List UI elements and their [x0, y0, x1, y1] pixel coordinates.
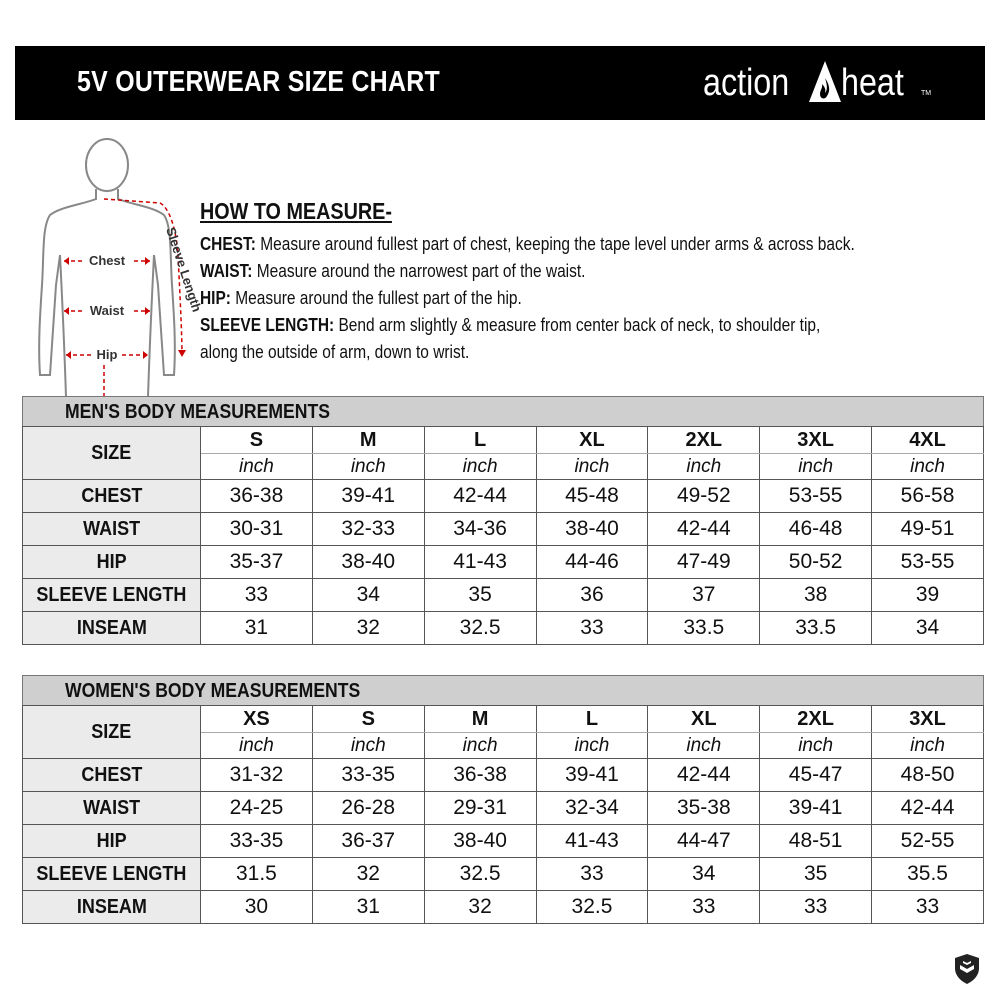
measurement-cell: 37: [648, 579, 760, 612]
size-col: L: [536, 706, 648, 733]
unit-cell: inch: [312, 454, 424, 480]
measurement-cell: 41-43: [424, 546, 536, 579]
size-header: [23, 427, 201, 480]
men-measurements-table: [22, 396, 984, 645]
measurement-cell: 34-36: [424, 513, 536, 546]
measurement-cell: 35: [424, 579, 536, 612]
size-col: XS: [201, 706, 313, 733]
measurement-cell: 49-51: [872, 513, 984, 546]
measurement-cell: 24-25: [201, 792, 313, 825]
measurement-cell: 33.5: [648, 612, 760, 645]
measurement-cell: 29-31: [424, 792, 536, 825]
measurement-cell: 32.5: [424, 612, 536, 645]
measurement-cell: 31: [312, 891, 424, 924]
row-label: [23, 891, 201, 924]
brand-logo: [703, 60, 953, 108]
row-label: [23, 858, 201, 891]
measurement-cell: 33-35: [201, 825, 313, 858]
chest-instruction: [200, 231, 879, 258]
measurement-cell: 26-28: [312, 792, 424, 825]
measurement-cell: 34: [648, 858, 760, 891]
measurement-cell: 35.5: [872, 858, 984, 891]
table-row: [23, 546, 984, 579]
row-label-text: CHEST: [80, 484, 143, 507]
men-table: [22, 426, 984, 645]
row-label: [23, 792, 201, 825]
table-row: [23, 513, 984, 546]
waist-label: Waist: [89, 303, 125, 318]
table-row: [23, 579, 984, 612]
measurement-cell: 32-33: [312, 513, 424, 546]
measurement-cell: 56-58: [872, 480, 984, 513]
women-table-title-text: WOMEN'S BODY MEASUREMENTS: [65, 680, 361, 702]
shield-icon: [954, 953, 980, 985]
sleeve-length-label: Sleeve Length: [163, 225, 205, 314]
row-label: [23, 759, 201, 792]
chest-label: Chest: [88, 253, 126, 268]
measurement-cell: 52-55: [872, 825, 984, 858]
size-col: 4XL: [872, 427, 984, 454]
sleeve-instruction: [200, 312, 879, 339]
measurement-cell: 33: [760, 891, 872, 924]
hip-instruction: [200, 285, 879, 312]
row-label: [23, 546, 201, 579]
measurement-cell: 33: [536, 612, 648, 645]
sleeve-term: SLEEVE LENGTH:: [200, 315, 335, 335]
size-col: 3XL: [760, 427, 872, 454]
measurement-cell: 49-52: [648, 480, 760, 513]
measurement-cell: 32.5: [424, 858, 536, 891]
unit-cell: inch: [424, 733, 536, 759]
hip-text: Measure around the fullest part of the hip.: [230, 288, 522, 308]
sleeve-instruction-cont: along the outside of arm, down to wrist.: [200, 342, 470, 362]
men-table-title-text: MEN'S BODY MEASUREMENTS: [65, 401, 330, 423]
size-col: S: [312, 706, 424, 733]
size-col: M: [312, 427, 424, 454]
measurement-cell: 41-43: [536, 825, 648, 858]
row-label: [23, 612, 201, 645]
logo-text-action: action: [703, 62, 790, 104]
waist-text: Measure around the narrowest part of the waist.: [252, 261, 586, 281]
size-header-text: SIZE: [91, 441, 132, 464]
size-header-text: SIZE: [91, 720, 132, 743]
row-label-text: WAIST: [82, 796, 141, 819]
row-label: [23, 579, 201, 612]
unit-cell: inch: [536, 733, 648, 759]
measurement-cell: 32: [312, 858, 424, 891]
measurement-cell: 39-41: [760, 792, 872, 825]
how-to-measure: [200, 198, 990, 366]
measurement-cell: 53-55: [872, 546, 984, 579]
measurement-cell: 44-46: [536, 546, 648, 579]
table-row: [23, 480, 984, 513]
row-label-text: SLEEVE LENGTH: [36, 862, 187, 885]
hip-term: HIP:: [200, 288, 231, 308]
measurement-cell: 33-35: [312, 759, 424, 792]
table-row: [23, 759, 984, 792]
unit-cell: inch: [872, 733, 984, 759]
unit-cell: inch: [648, 733, 760, 759]
how-to-measure-heading: HOW TO MEASURE-: [200, 198, 392, 224]
unit-cell: inch: [760, 733, 872, 759]
row-label-text: WAIST: [82, 517, 141, 540]
measurement-cell: 31: [201, 612, 313, 645]
unit-cell: inch: [201, 733, 313, 759]
measurement-cell: 48-50: [872, 759, 984, 792]
measurement-cell: 35-38: [648, 792, 760, 825]
size-col: 3XL: [872, 706, 984, 733]
row-label-text: SLEEVE LENGTH: [36, 583, 187, 606]
measurement-cell: 39-41: [536, 759, 648, 792]
measurement-cell: 31.5: [201, 858, 313, 891]
measurement-cell: 33.5: [760, 612, 872, 645]
table-row: [23, 792, 984, 825]
measurement-cell: 45-48: [536, 480, 648, 513]
unit-cell: inch: [536, 454, 648, 480]
measurement-cell: 53-55: [760, 480, 872, 513]
measurement-cell: 39-41: [312, 480, 424, 513]
row-label-text: INSEAM: [76, 895, 147, 918]
measurement-cell: 32: [424, 891, 536, 924]
flame-icon: [807, 60, 843, 104]
measurement-cell: 44-47: [648, 825, 760, 858]
size-col: M: [424, 706, 536, 733]
body-silhouette-icon: [20, 135, 205, 397]
measurement-cell: 47-49: [648, 546, 760, 579]
measurement-cell: 42-44: [648, 513, 760, 546]
row-label-text: INSEAM: [76, 616, 147, 639]
trademark-mark: TM: [921, 90, 932, 97]
page-title: 5V OUTERWEAR SIZE CHART: [77, 66, 440, 98]
measurement-cell: 34: [312, 579, 424, 612]
unit-cell: inch: [424, 454, 536, 480]
unit-cell: inch: [648, 454, 760, 480]
measurement-cell: 33: [201, 579, 313, 612]
measurement-cell: 36: [536, 579, 648, 612]
waist-term: WAIST:: [200, 261, 253, 281]
measurement-cell: 38-40: [424, 825, 536, 858]
row-label-text: HIP: [96, 550, 127, 573]
table-row: [23, 612, 984, 645]
measurement-cell: 38: [760, 579, 872, 612]
size-col: S: [201, 427, 313, 454]
men-table-body: [23, 480, 984, 645]
women-table-title: [22, 675, 984, 705]
measurement-cell: 45-47: [760, 759, 872, 792]
measurement-cell: 36-37: [312, 825, 424, 858]
measurement-cell: 33: [872, 891, 984, 924]
measurement-cell: 32-34: [536, 792, 648, 825]
size-header: [23, 706, 201, 759]
header-banner: [15, 46, 985, 120]
unit-cell: inch: [760, 454, 872, 480]
measurement-cell: 39: [872, 579, 984, 612]
measurement-cell: 30: [201, 891, 313, 924]
unit-cell: inch: [312, 733, 424, 759]
row-label: [23, 825, 201, 858]
measurement-cell: 46-48: [760, 513, 872, 546]
measurement-cell: 31-32: [201, 759, 313, 792]
women-measurements-table: [22, 675, 984, 924]
waist-instruction: [200, 258, 879, 285]
measurement-cell: 33: [648, 891, 760, 924]
size-col: 2XL: [648, 427, 760, 454]
measurement-cell: 32: [312, 612, 424, 645]
measurement-cell: 48-51: [760, 825, 872, 858]
size-col: L: [424, 427, 536, 454]
measurement-cell: 32.5: [536, 891, 648, 924]
unit-cell: inch: [872, 454, 984, 480]
sleeve-text: Bend arm slightly & measure from center back of neck, to shoulder tip,: [334, 315, 821, 335]
measurement-cell: 36-38: [201, 480, 313, 513]
measurement-cell: 35-37: [201, 546, 313, 579]
table-row: [23, 825, 984, 858]
row-label-text: CHEST: [80, 763, 143, 786]
measurement-cell: 38-40: [536, 513, 648, 546]
measurement-cell: 50-52: [760, 546, 872, 579]
table-row: [23, 891, 984, 924]
size-col: XL: [648, 706, 760, 733]
measurement-cell: 30-31: [201, 513, 313, 546]
women-table: [22, 705, 984, 924]
row-label: [23, 480, 201, 513]
size-col: 2XL: [760, 706, 872, 733]
chest-text: Measure around fullest part of chest, keeping the tape level under arms & across back.: [255, 234, 855, 254]
row-label: [23, 513, 201, 546]
measurement-cell: 38-40: [312, 546, 424, 579]
table-row: [23, 858, 984, 891]
women-table-body: [23, 759, 984, 924]
measurement-cell: 42-44: [648, 759, 760, 792]
logo-text-heat: heat: [841, 62, 904, 104]
measurement-cell: 34: [872, 612, 984, 645]
measurement-cell: 42-44: [872, 792, 984, 825]
measurement-cell: 36-38: [424, 759, 536, 792]
hip-label: Hip: [96, 347, 118, 362]
unit-cell: inch: [201, 454, 313, 480]
measurement-cell: 35: [760, 858, 872, 891]
size-col: XL: [536, 427, 648, 454]
row-label-text: HIP: [96, 829, 127, 852]
measurement-cell: 42-44: [424, 480, 536, 513]
men-table-title: [22, 396, 984, 426]
chest-term: CHEST:: [200, 234, 256, 254]
measurement-cell: 33: [536, 858, 648, 891]
